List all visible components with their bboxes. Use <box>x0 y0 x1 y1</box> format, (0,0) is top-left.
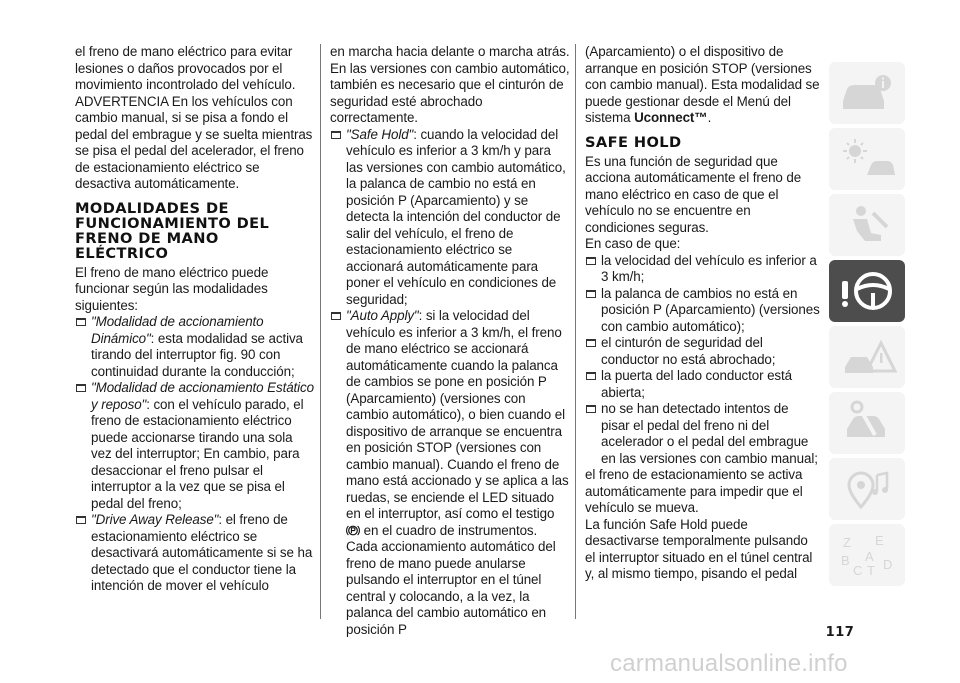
chapter-tab-multimedia[interactable] <box>829 458 905 520</box>
bullet-item <box>75 380 315 512</box>
warning-triangle-icon <box>837 333 897 381</box>
column-2 <box>330 44 570 638</box>
index-letter: A <box>865 549 874 564</box>
watermark: carmanualsonline.info <box>610 650 848 677</box>
bullet-item <box>330 308 570 638</box>
wrench-car-icon <box>837 399 897 447</box>
paragraph-text: (Aparcamiento) o el dispositivo de arranque en posición STOP (versiones con cambio manual). Esta modalidad se puede gestionar desde el Menú del sistema <box>585 44 820 125</box>
paragraph: La función Safe Hold puede desactivarse temporalmente pulsando el interruptor situado en el túnel central y, al mismo tiempo, pisando el pedal <box>585 516 813 581</box>
chapter-tab-car-info[interactable] <box>829 62 905 124</box>
parking-brake-telltale-icon <box>346 524 360 537</box>
bullet-term: "Auto Apply" <box>346 308 419 323</box>
paragraph: El freno de mano eléctrico puede funcionar según las modalidades siguientes: <box>75 264 269 313</box>
bullet-item <box>585 368 820 401</box>
index-letter: B <box>841 553 850 568</box>
bullet-text: el cinturón de seguridad del conductor no está abrochado; <box>601 335 776 367</box>
chapter-tab-dashboard[interactable] <box>829 128 905 190</box>
bullet-text: no se han detectado intentos de pisar el pedal del freno ni del acelerador o el pedal del embrague en las versiones con cambio manual; <box>601 401 818 466</box>
alphabet-index-icon <box>837 531 897 579</box>
section-heading-modalidades: MODALIDADES DE FUNCIONAMIENTO DEL FRENO DE MANO ELÉCTRICO <box>75 199 270 262</box>
bullet-text: la puerta del lado conductor está abierta; <box>601 368 792 400</box>
bullet-text: : esta modalidad se activa tirando del interruptor fig. 90 con continuidad durante la conducción; <box>91 330 303 379</box>
bullet-item <box>75 512 315 595</box>
column-divider <box>320 44 321 619</box>
bullet-item <box>585 253 820 286</box>
bullet-text: la palanca de cambios no está en posición P (Aparcamiento) (versiones con cambio automático); <box>601 285 820 334</box>
media-location-icon <box>837 465 897 513</box>
index-letter: T <box>867 563 875 578</box>
steering-wheel-key-icon <box>837 267 897 315</box>
bullet-text: : con el vehículo parado, el freno de estacionamiento eléctrico puede accionarse tirando una sola vez del interruptor; En cambio, para desaccionar el freno pulsar el interruptor a la vez que se pisa el pedal del freno; <box>91 396 304 511</box>
chapter-tab-safety[interactable] <box>829 194 905 256</box>
bullet-box-icon <box>76 384 86 392</box>
bullet-item <box>585 286 820 336</box>
page-number: 117 <box>825 625 855 640</box>
chapter-tab-maintenance[interactable] <box>829 392 905 454</box>
column-1 <box>75 44 315 595</box>
index-letter: C <box>853 563 863 578</box>
bullet-box-icon <box>586 405 596 413</box>
bullet-item <box>585 335 820 368</box>
index-letter: Z <box>843 535 851 550</box>
bullet-box-icon <box>331 131 341 139</box>
bullet-box-icon <box>76 516 86 524</box>
bullet-item <box>585 401 820 467</box>
column-divider <box>575 44 576 619</box>
bullet-text: : si la velocidad del vehículo es inferior a 3 km/h, el freno de mano eléctrico se accionará automáticamente cuando la palanca de cambios se pone en posición P (Aparcamiento) (versiones con cambio automático), o bien cuando el dispositivo de arranque se encuentra en posición STOP (versiones con cambio manual). Cuando el freno de mano está accionado y se aplica a las ruedas, se enciende el LED situado en el interruptor, así como el testigo <box>346 308 569 521</box>
bullet-box-icon <box>76 318 86 326</box>
bullet-item <box>330 127 570 309</box>
chapter-tab-emergency[interactable] <box>829 326 905 388</box>
bullet-text: la velocidad del vehículo es inferior a 3 km/h; <box>601 252 817 284</box>
chapter-tab-starting-driving[interactable] <box>829 260 905 322</box>
index-letter: D <box>883 557 893 572</box>
column-3 <box>585 44 820 583</box>
chapter-sidebar <box>829 62 905 590</box>
section-heading-safe-hold: SAFE HOLD <box>585 133 682 151</box>
bullet-box-icon <box>586 372 596 380</box>
bullet-term: "Modalidad de accionamiento Estático y reposo" <box>91 380 314 412</box>
paragraph-end: . <box>707 110 712 125</box>
index-letter: E <box>875 533 884 548</box>
paragraph: el freno de mano eléctrico para evitar lesiones o daños provocados por el movimiento incontrolado del vehículo. <box>75 44 296 92</box>
chapter-tab-index[interactable] <box>829 524 905 586</box>
bullet-text: : cuando la velocidad del vehículo es inferior a 3 km/h y para las versiones con cambio automático, la palanca de cambio no está en posición P (Aparcamiento) y se detecta la intención del conductor de salir del vehículo, el freno de estacionamiento eléctrico se accionará automáticamente para poner el vehículo en condiciones de seguridad; <box>346 126 566 307</box>
dashboard-lights-icon <box>837 135 897 183</box>
paragraph: en marcha hacia delante o marcha atrás. En las versiones con cambio automático, también es necesario que el cinturón de seguridad esté abrochado correctamente. <box>330 44 570 125</box>
bullet-text: en el cuadro de instrumentos. Cada accionamiento automático del freno de mano puede anularse pulsando el interruptor en el túnel central y colocando, a la vez, la palanca del cambio automático en posición P <box>346 522 556 637</box>
airbag-seat-icon <box>837 201 897 249</box>
bullet-term: "Modalidad de accionamiento Dinámico" <box>91 314 264 346</box>
bullet-box-icon <box>586 257 596 265</box>
bullet-text: : el freno de estacionamiento eléctrico se desactivará automáticamente si se ha detectado que el conductor tiene la intención de mover el vehículo <box>91 512 313 593</box>
paragraph: el freno de estacionamiento se activa automáticamente para impedir que el vehículo se mueva. <box>585 467 803 515</box>
car-info-icon <box>837 69 897 117</box>
bullet-term: "Safe Hold" <box>346 126 414 142</box>
bullet-box-icon <box>586 290 596 298</box>
bullet-term: "Drive Away Release" <box>91 512 219 527</box>
bullet-item <box>75 314 315 380</box>
paragraph: En caso de que: <box>585 236 681 251</box>
warning-paragraph: ADVERTENCIA En los vehículos con cambio manual, si se pisa a fondo el pedal del embrague y se suelta mientras se pisa el pedal del acelerador, el freno de estacionamiento eléctrico se desactiva automáticamente. <box>75 93 313 191</box>
paragraph: Es una función de seguridad que acciona automáticamente el freno de mano eléctrico en caso de que el vehículo no se encuentre en condiciones seguras. <box>585 153 802 235</box>
uconnect-brand: Uconnect™ <box>634 110 708 125</box>
bullet-box-icon <box>586 339 596 347</box>
bullet-box-icon <box>331 312 341 320</box>
paragraph <box>585 44 820 127</box>
